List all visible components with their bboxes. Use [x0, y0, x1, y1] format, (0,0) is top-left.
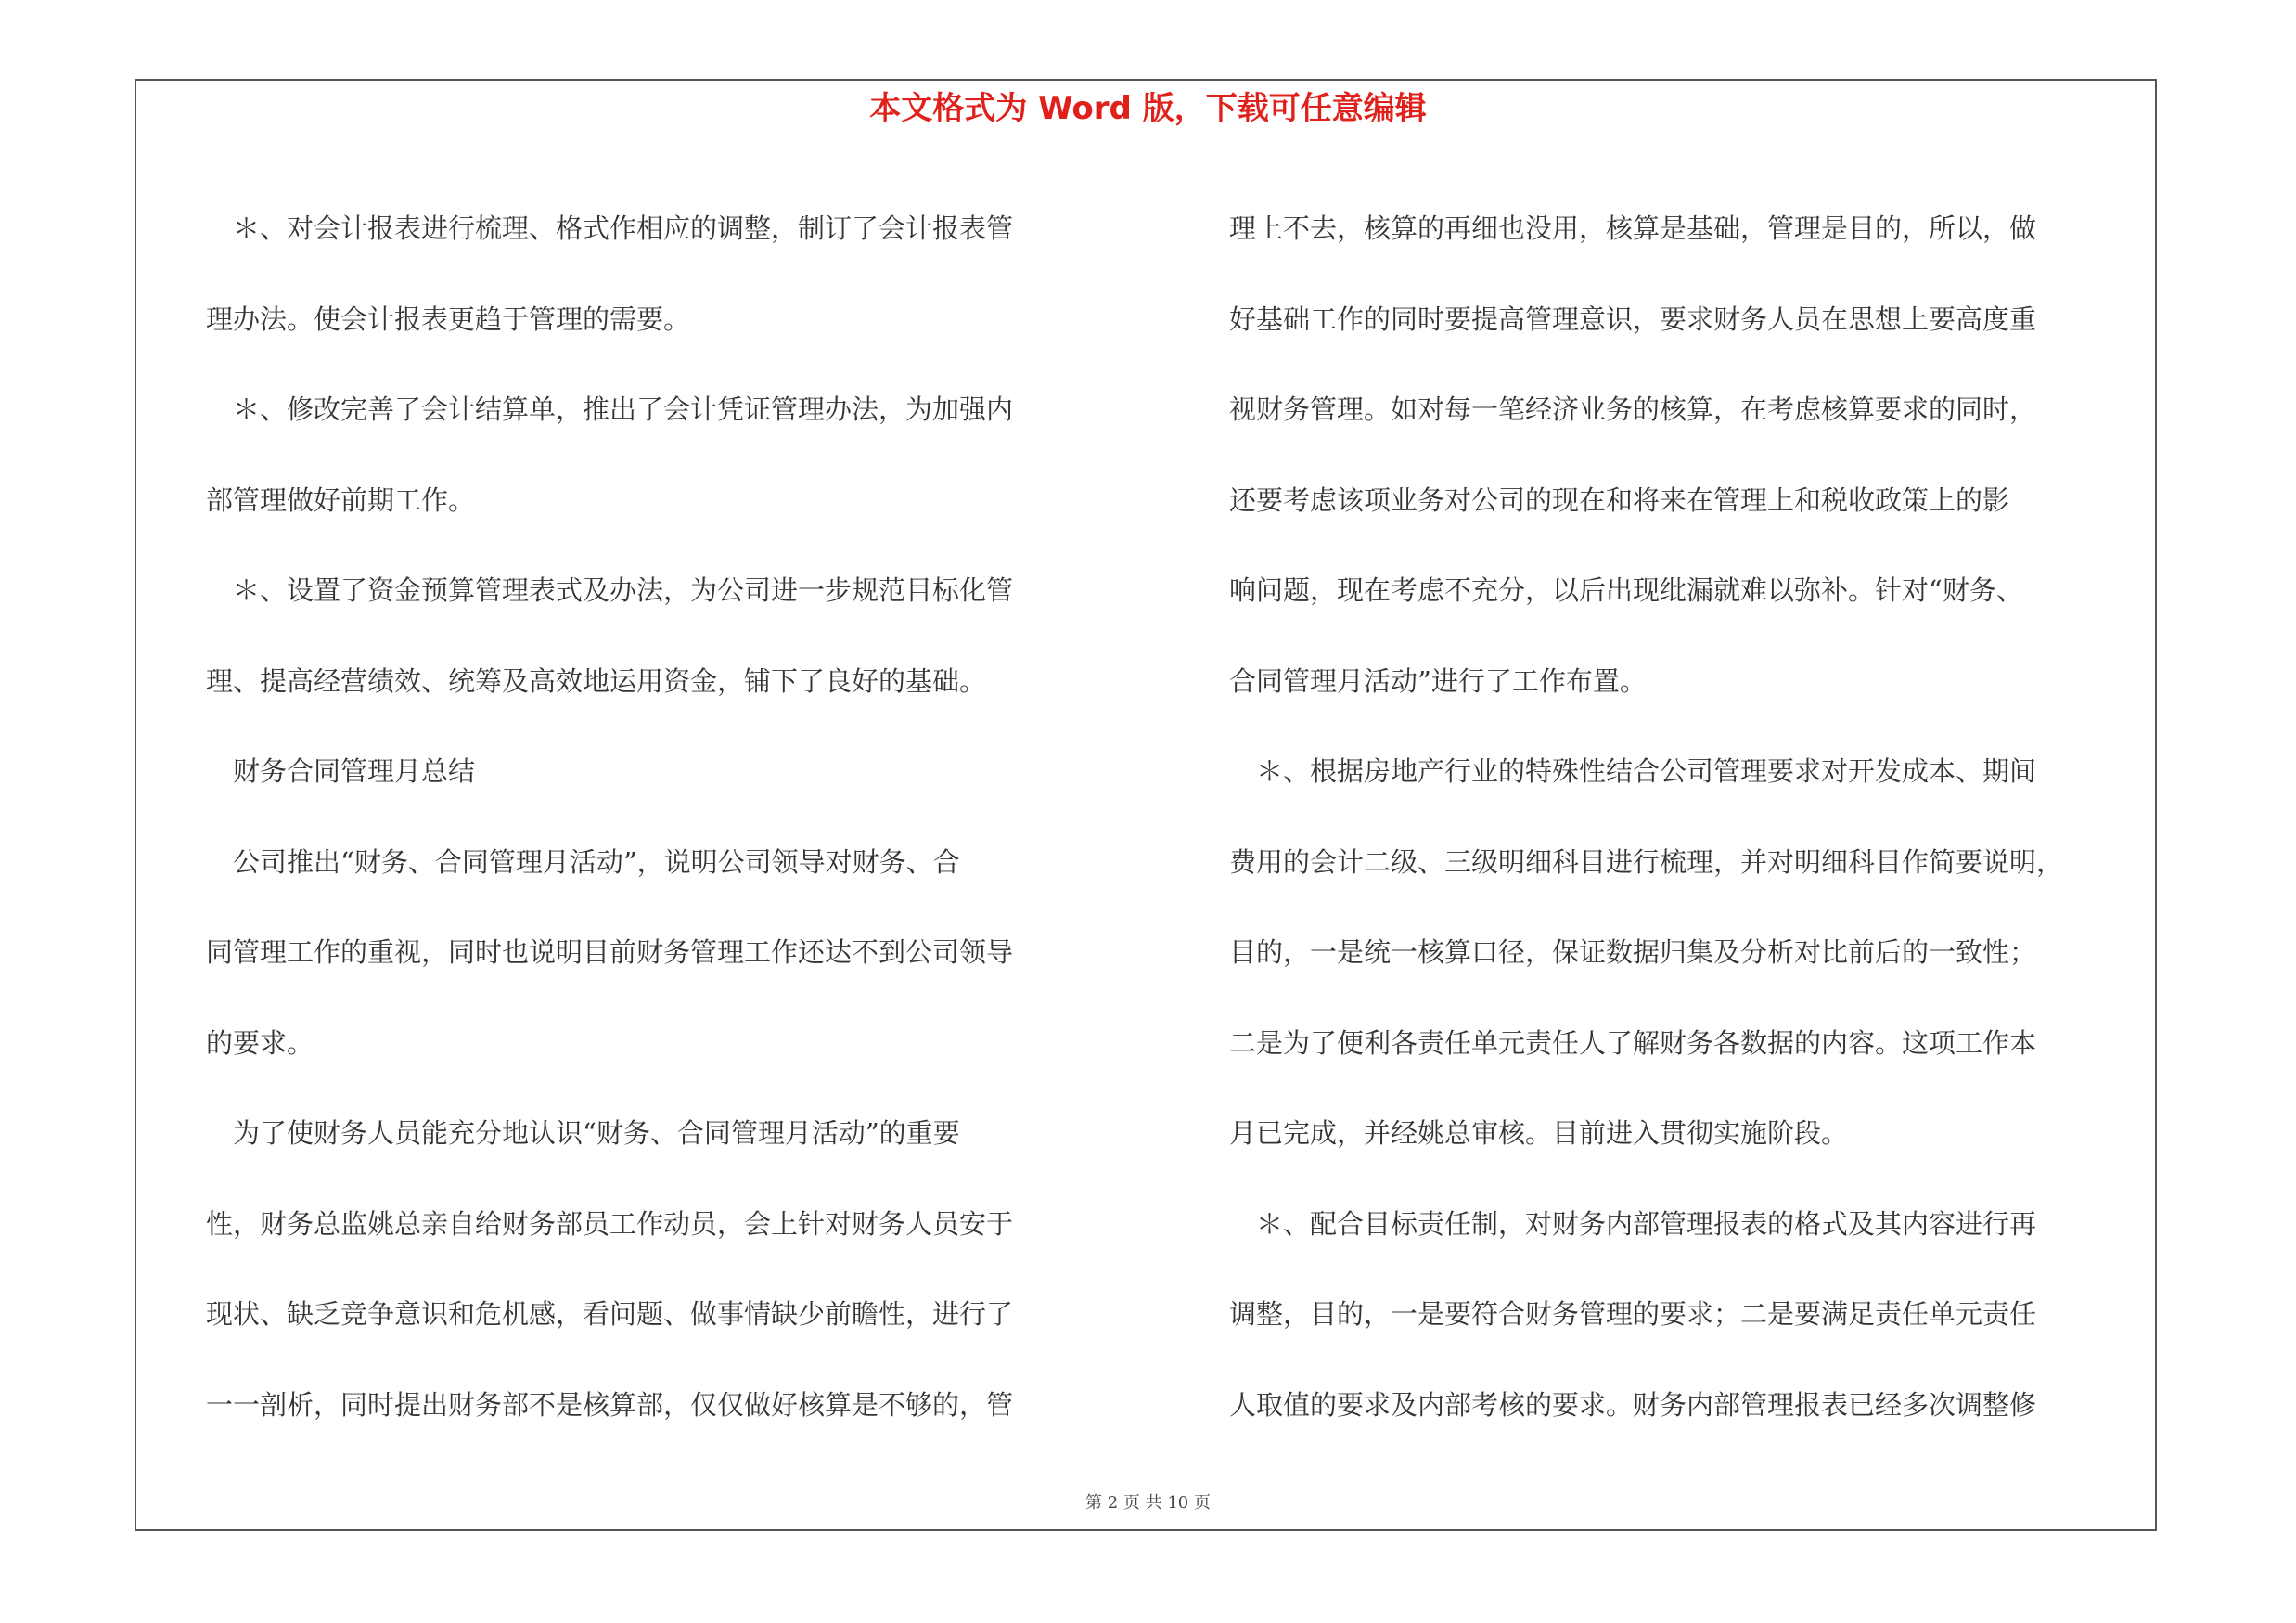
text-line: 视财务管理。如对每一笔经济业务的核算，在考虑核算要求的同时，: [1229, 393, 2037, 425]
text-line: 调整，目的，一是要符合财务管理的要求；二是要满足责任单元责任: [1229, 1298, 2037, 1330]
text-line: 合同管理月活动”进行了工作布置。: [1229, 664, 1647, 697]
left-text-column: [206, 184, 1134, 1450]
text-line: 人取值的要求及内部考核的要求。财务内部管理报表已经多次调整修: [1229, 1388, 2037, 1421]
text-line: ＊、修改完善了会计结算单，推出了会计凭证管理办法，为加强内: [206, 393, 1014, 425]
text-line: 理上不去，核算的再细也没用，核算是基础，管理是目的，所以，做: [1229, 213, 2037, 244]
text-line: 还要考虑该项业务对公司的现在和将来在管理上和税收政策上的影: [1229, 483, 2010, 516]
text-line: ＊、对会计报表进行梳理、格式作相应的调整，制订了会计报表管: [206, 213, 1014, 244]
text-line: 响问题，现在考虑不充分，以后出现纰漏就难以弥补。针对“财务、: [1229, 574, 2023, 606]
text-line: 好基础工作的同时要提高管理意识，要求财务人员在思想上要高度重: [1229, 303, 2037, 335]
text-line: 公司推出“财务、合同管理月活动”，说明公司领导对财务、合: [206, 845, 960, 878]
text-line: 财务合同管理月总结: [206, 755, 476, 787]
text-line: 目的，一是统一核算口径，保证数据归集及分析对比前后的一致性；: [1229, 936, 2037, 968]
text-line: 为了使财务人员能充分地认识“财务、合同管理月活动”的重要: [206, 1117, 960, 1149]
text-line: 部管理做好前期工作。: [206, 483, 476, 516]
text-line: 理、提高经营绩效、统筹及高效地运用资金，铺下了良好的基础。: [206, 664, 987, 697]
format-banner: 本文格式为 Word 版，下载可任意编辑: [869, 90, 1427, 127]
text-line: 月已完成，并经姚总审核。目前进入贯彻实施阶段。: [1229, 1117, 1849, 1149]
text-line: 性，财务总监姚总亲自给财务部员工作动员，会上针对财务人员安于: [206, 1207, 1014, 1240]
page-footer: 第 2 页 共 10 页: [1085, 1493, 1211, 1513]
text-line: 同管理工作的重视，同时也说明目前财务管理工作还达不到公司领导: [206, 936, 1014, 968]
text-line: 一一剖析，同时提出财务部不是核算部，仅仅做好核算是不够的，管: [206, 1388, 1014, 1421]
text-line: 现状、缺乏竞争意识和危机感，看问题、做事情缺少前瞻性，进行了: [206, 1298, 1014, 1330]
text-line: ＊、配合目标责任制，对财务内部管理报表的格式及其内容进行再: [1229, 1207, 2037, 1240]
text-line: ＊、设置了资金预算管理表式及办法，为公司进一步规范目标化管: [206, 574, 1014, 606]
text-line: ＊、根据房地产行业的特殊性结合公司管理要求对开发成本、期间: [1229, 755, 2037, 787]
right-text-column: [1229, 184, 2157, 1450]
text-line: 理办法。使会计报表更趋于管理的需要。: [206, 303, 691, 335]
text-line: 费用的会计二级、三级明细科目进行梳理，并对明细科目作简要说明，: [1229, 845, 2064, 878]
text-line: 二是为了便利各责任单元责任人了解财务各数据的内容。这项工作本: [1229, 1026, 2037, 1059]
text-line: 的要求。: [206, 1026, 314, 1059]
